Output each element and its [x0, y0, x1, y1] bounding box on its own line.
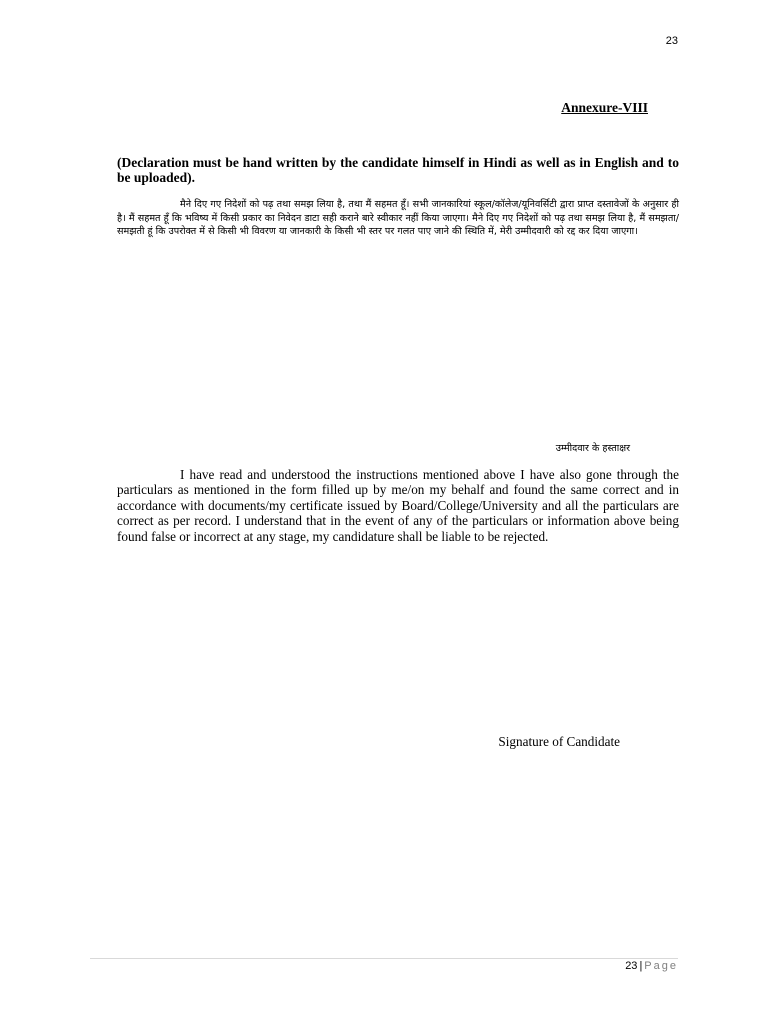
footer-page-label: Page: [644, 960, 678, 972]
footer-page-info: [560, 960, 678, 972]
footer-separator: |: [639, 960, 643, 972]
declaration-instruction: (Declaration must be hand written by the candidate himself in Hindi as well as in English and to be uploaded).: [117, 155, 679, 185]
footer-divider: [90, 958, 678, 959]
english-signature-label: Signature of Candidate: [498, 734, 620, 749]
hindi-signature-label: उम्मीदवार के हस्ताक्षर: [555, 443, 630, 454]
english-declaration-text: I have read and understood the instructions mentioned above I have also gone through the particulars as mentioned in the form filled up by me/on my behalf and found the same correct and in accordance with documents/my certificate issued by Board/College/University and all the particulars are correct as per record. I understand that in the event of any of the particulars or information above being found false or incorrect at any stage, my candidature shall be liable to be rejected.: [117, 467, 679, 544]
hindi-declaration-text: मैने दिए गए निदेशों को पढ़ तथा समझ लिया है, तथा मैं सहमत हूँ। सभी जानकारियां स्कूल/कॉलेज/यूनिवर्सिटी द्वारा प्राप्त दस्तावेजों के अनुसार ही है। मैं सहमत हूँ कि भविष्य में किसी प्रकार का निवेदन डाटा सही कराने बारे स्वीकार नहीं किया जाएगा। मैने दिए गए निदेशों को पढ़ तथा समझ लिया है, मैं समझता/समझती हूं कि उपरोक्त में से किसी भी विवरण या जानकारी के किसी भी स्तर पर गलत पाए जाने की स्थिति में, मेरी उम्मीदवारी को रद्द कर दिया जाएगा।: [117, 199, 679, 237]
annexure-title: Annexure-VIII: [561, 100, 648, 115]
header-page-number: 23: [665, 35, 678, 47]
footer-page-number: 23: [625, 960, 638, 972]
